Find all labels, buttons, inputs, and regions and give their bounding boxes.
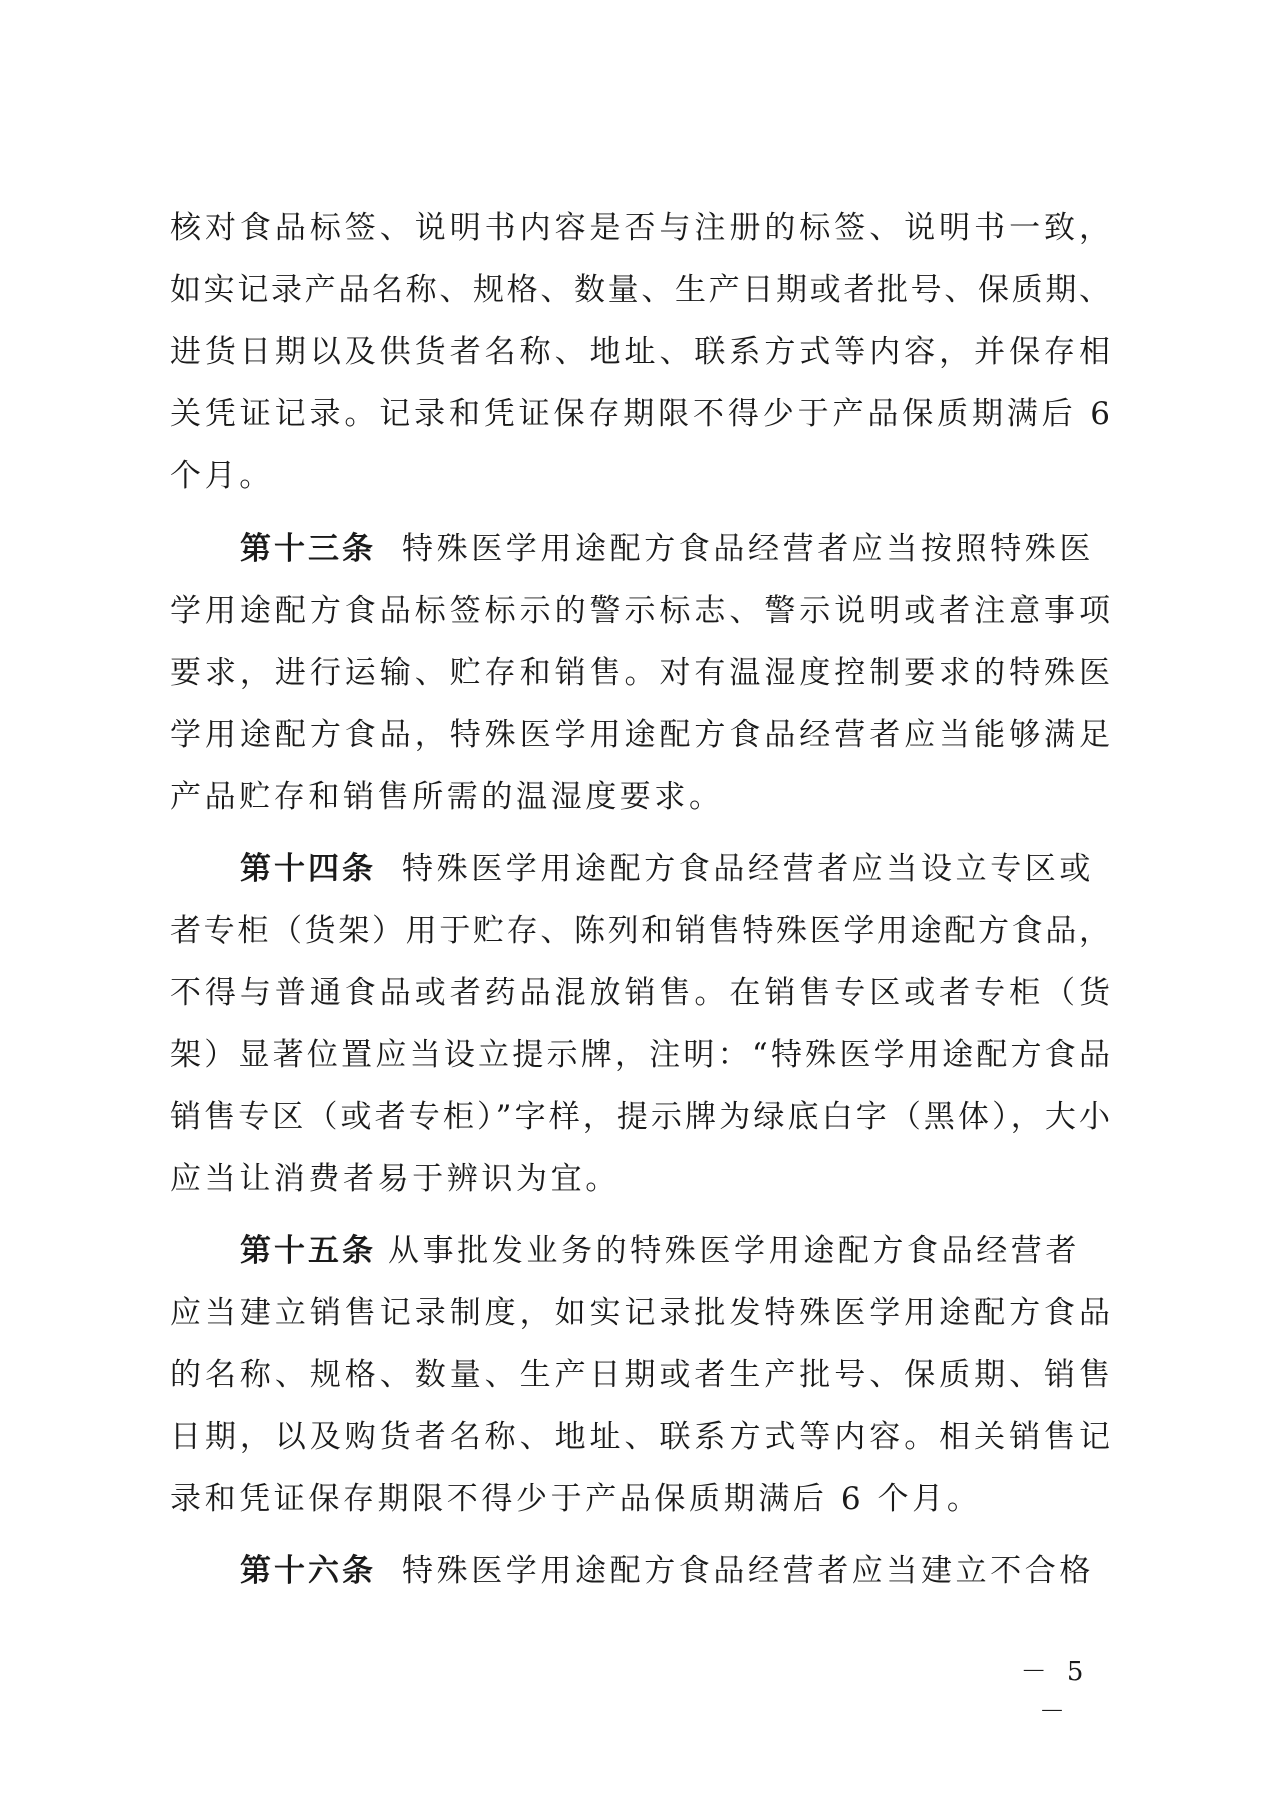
body-text-line: 应当建立销售记录制度，如实记录批发特殊医学用途配方食品 — [170, 1295, 1110, 1331]
body-text-line: 的名称、规格、数量、生产日期或者生产批号、保质期、销售 — [170, 1357, 1110, 1393]
article-16-text: 特殊医学用途配方食品经营者应当建立不合格 — [402, 1553, 1094, 1589]
body-text-line: 产品贮存和销售所需的温湿度要求。 — [170, 779, 724, 815]
body-text-line: 学用途配方食品标签标示的警示标志、警示说明或者注意事项 — [170, 593, 1110, 629]
body-text-line: 进货日期以及供货者名称、地址、联系方式等内容，并保存相 — [170, 334, 1110, 370]
body-text-line: 录和凭证保存期限不得少于产品保质期满后 6 个月。 — [170, 1481, 982, 1517]
article-15-heading: 第十五条 — [240, 1233, 376, 1269]
body-text-line: 销售专区（或者专柜）”字样，提示牌为绿底白字（黑体），大小 — [170, 1099, 1110, 1135]
page-number: － 5 － — [1020, 1657, 1090, 1727]
article-16-first-line — [240, 1539, 1110, 1603]
body-text-line: 应当让消费者易于辨识为宜。 — [170, 1161, 620, 1197]
article-13-heading: 第十三条 — [240, 531, 376, 567]
body-text-line: 不得与普通食品或者药品混放销售。在销售专区或者专柜（货 — [170, 975, 1110, 1011]
body-text-line: 架）显著位置应当设立提示牌，注明：“特殊医学用途配方食品 — [170, 1037, 1110, 1073]
body-text-line: 要求，进行运输、贮存和销售。对有温湿度控制要求的特殊医 — [170, 655, 1110, 691]
body-text-line: 如实记录产品名称、规格、数量、生产日期或者批号、保质期、 — [170, 272, 1110, 308]
article-16-heading: 第十六条 — [240, 1553, 376, 1589]
body-text-line: 个月。 — [170, 458, 274, 494]
article-14-text: 特殊医学用途配方食品经营者应当设立专区或 — [402, 851, 1094, 887]
article-14-heading: 第十四条 — [240, 851, 376, 887]
article-14-first-line — [240, 837, 1110, 901]
body-text-line: 关凭证记录。记录和凭证保存期限不得少于产品保质期满后 6 — [170, 396, 1110, 432]
body-text-line: 学用途配方食品，特殊医学用途配方食品经营者应当能够满足 — [170, 717, 1110, 753]
article-13-first-line — [240, 517, 1110, 581]
body-text-line: 核对食品标签、说明书内容是否与注册的标签、说明书一致， — [170, 210, 1110, 246]
body-text-line: 日期，以及购货者名称、地址、联系方式等内容。相关销售记 — [170, 1419, 1110, 1455]
body-text-line: 者专柜（货架）用于贮存、陈列和销售特殊医学用途配方食品， — [170, 913, 1110, 949]
article-13-text: 特殊医学用途配方食品经营者应当按照特殊医 — [402, 531, 1094, 567]
article-15-first-line — [240, 1219, 1110, 1283]
article-15-text: 从事批发业务的特殊医学用途配方食品经营者 — [388, 1233, 1080, 1269]
